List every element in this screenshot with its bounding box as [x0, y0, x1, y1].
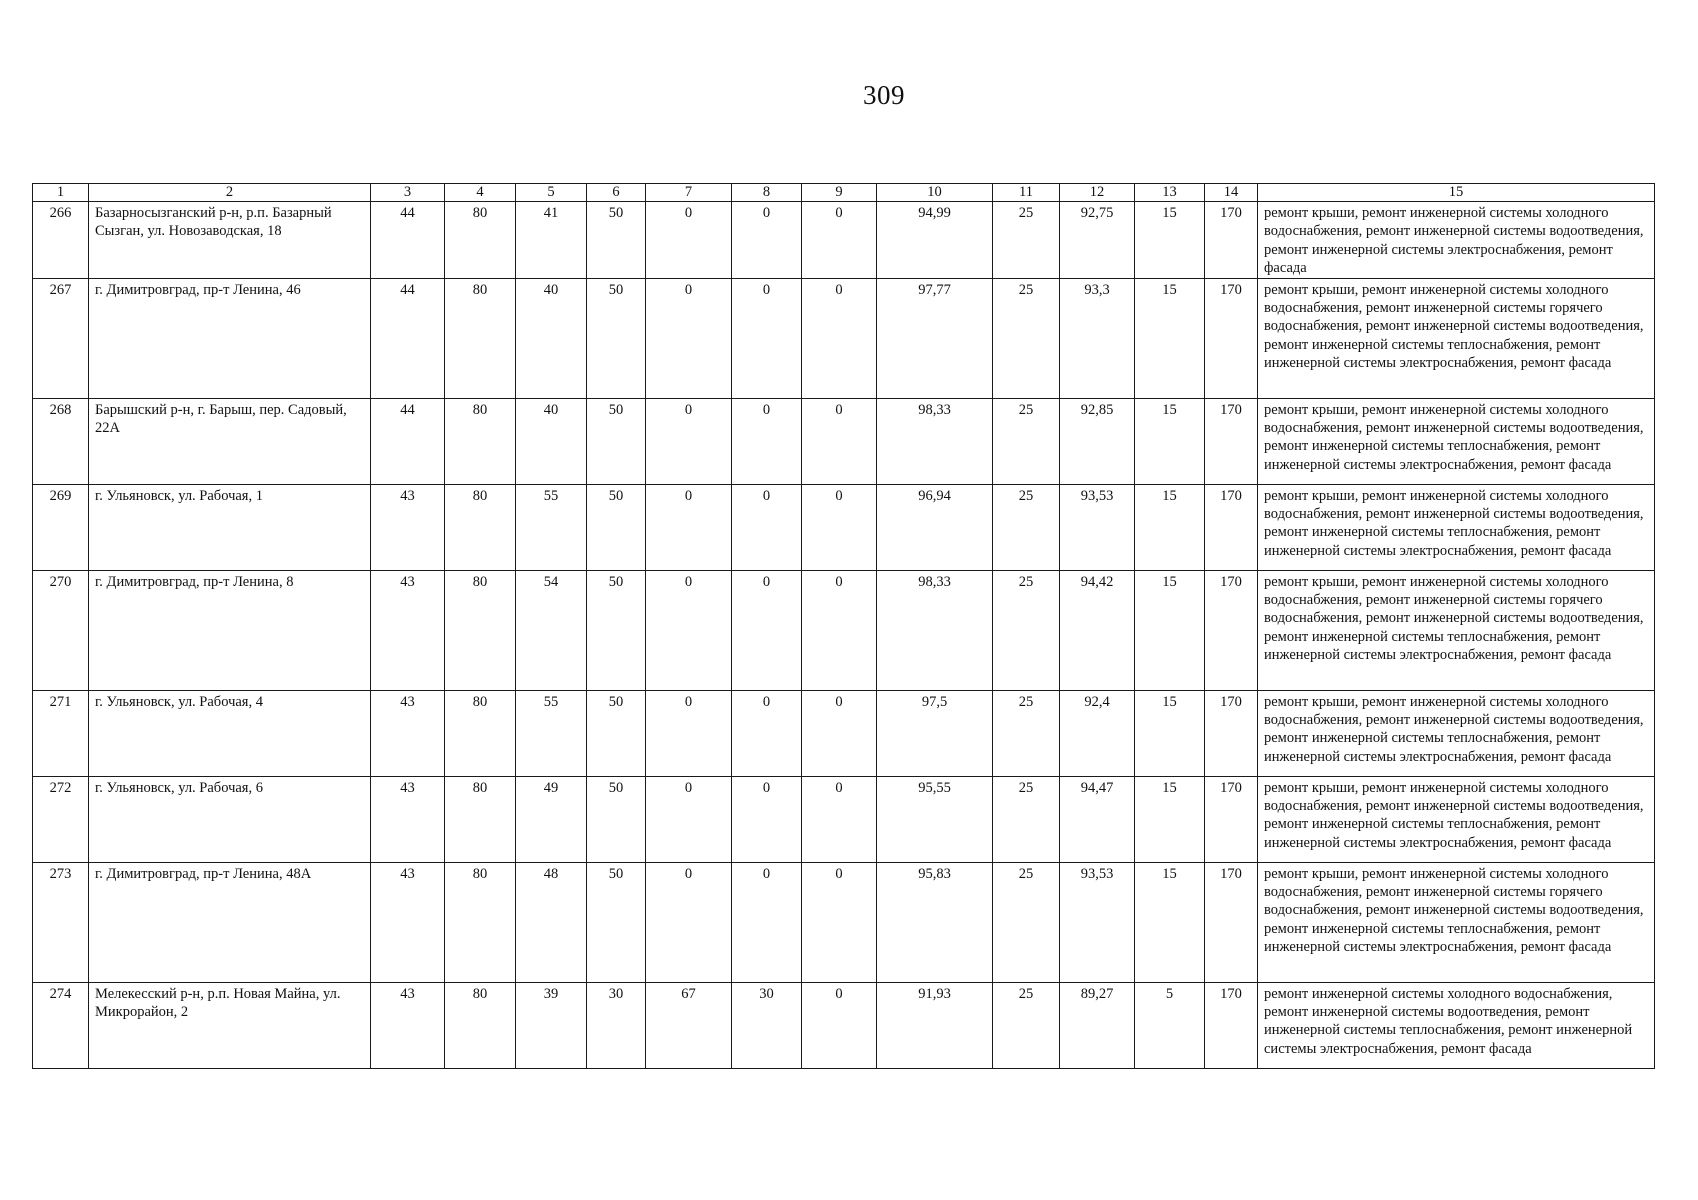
cell-col5: 55: [516, 690, 587, 776]
cell-col4: 80: [445, 202, 516, 279]
cell-col12: 93,53: [1060, 484, 1135, 570]
column-header-5: 5: [516, 184, 587, 202]
cell-col9: 0: [802, 202, 877, 279]
column-header-13: 13: [1135, 184, 1205, 202]
cell-col11: 25: [993, 398, 1060, 484]
cell-col7: 0: [646, 278, 732, 398]
cell-work-types: ремонт крыши, ремонт инженерной системы холодного водоснабжения, ремонт инженерной системы водоотведения, ремонт инженерной системы теплоснабжения, ремонт инженерной системы электроснабжения, ремонт фасада: [1258, 398, 1655, 484]
cell-col9: 0: [802, 398, 877, 484]
cell-col11: 25: [993, 862, 1060, 982]
cell-col4: 80: [445, 982, 516, 1068]
cell-col13: 15: [1135, 862, 1205, 982]
cell-col11: 25: [993, 278, 1060, 398]
cell-col3: 43: [371, 570, 445, 690]
table-row: [33, 398, 1655, 484]
cell-col12: 92,75: [1060, 202, 1135, 279]
cell-col14: 170: [1205, 690, 1258, 776]
cell-col7: 0: [646, 776, 732, 862]
cell-col6: 50: [587, 690, 646, 776]
cell-address: Мелекесский р-н, р.п. Новая Майна, ул. Микрорайон, 2: [89, 982, 371, 1068]
cell-work-types: ремонт крыши, ремонт инженерной системы холодного водоснабжения, ремонт инженерной системы водоотведения, ремонт инженерной системы теплоснабжения, ремонт инженерной системы электроснабжения, ремонт фасада: [1258, 690, 1655, 776]
cell-col10: 95,55: [877, 776, 993, 862]
cell-row-number: 267: [33, 278, 89, 398]
cell-col10: 98,33: [877, 570, 993, 690]
cell-col7: 0: [646, 862, 732, 982]
cell-col13: 15: [1135, 776, 1205, 862]
column-header-2: 2: [89, 184, 371, 202]
cell-col14: 170: [1205, 278, 1258, 398]
cell-col14: 170: [1205, 398, 1258, 484]
column-header-1: 1: [33, 184, 89, 202]
cell-work-types: ремонт инженерной системы холодного водоснабжения, ремонт инженерной системы водоотведения, ремонт инженерной системы теплоснабжения, ремонт инженерной системы электроснабжения, ремонт фасада: [1258, 982, 1655, 1068]
column-header-14: 14: [1205, 184, 1258, 202]
cell-col12: 93,53: [1060, 862, 1135, 982]
cell-col12: 89,27: [1060, 982, 1135, 1068]
cell-row-number: 266: [33, 202, 89, 279]
cell-col9: 0: [802, 690, 877, 776]
cell-col5: 40: [516, 278, 587, 398]
cell-col8: 0: [732, 398, 802, 484]
column-number-row: [33, 184, 1655, 202]
cell-col3: 44: [371, 202, 445, 279]
cell-col13: 15: [1135, 202, 1205, 279]
cell-col10: 97,77: [877, 278, 993, 398]
cell-col8: 0: [732, 278, 802, 398]
cell-col8: 0: [732, 484, 802, 570]
cell-col4: 80: [445, 398, 516, 484]
cell-address: г. Димитровград, пр-т Ленина, 46: [89, 278, 371, 398]
cell-row-number: 274: [33, 982, 89, 1068]
cell-col9: 0: [802, 776, 877, 862]
cell-col10: 96,94: [877, 484, 993, 570]
cell-col8: 0: [732, 570, 802, 690]
cell-col11: 25: [993, 484, 1060, 570]
column-header-6: 6: [587, 184, 646, 202]
cell-col5: 39: [516, 982, 587, 1068]
cell-col12: 94,47: [1060, 776, 1135, 862]
table-row: [33, 202, 1655, 279]
cell-col11: 25: [993, 690, 1060, 776]
cell-col13: 15: [1135, 484, 1205, 570]
cell-col6: 50: [587, 776, 646, 862]
column-header-3: 3: [371, 184, 445, 202]
table-row: [33, 690, 1655, 776]
cell-col3: 43: [371, 484, 445, 570]
column-header-4: 4: [445, 184, 516, 202]
cell-col7: 0: [646, 690, 732, 776]
cell-work-types: ремонт крыши, ремонт инженерной системы холодного водоснабжения, ремонт инженерной системы водоотведения, ремонт инженерной системы электроснабжения, ремонт фасада: [1258, 202, 1655, 279]
cell-col5: 40: [516, 398, 587, 484]
cell-col13: 15: [1135, 690, 1205, 776]
cell-col7: 0: [646, 484, 732, 570]
cell-address: г. Ульяновск, ул. Рабочая, 6: [89, 776, 371, 862]
cell-col12: 92,85: [1060, 398, 1135, 484]
cell-work-types: ремонт крыши, ремонт инженерной системы холодного водоснабжения, ремонт инженерной системы горячего водоснабжения, ремонт инженерной системы водоотведения, ремонт инженерной системы теплоснабжения, ремонт инженерной системы электроснабжения, ремонт фасада: [1258, 570, 1655, 690]
cell-col8: 0: [732, 862, 802, 982]
cell-col9: 0: [802, 862, 877, 982]
cell-col8: 0: [732, 690, 802, 776]
cell-row-number: 270: [33, 570, 89, 690]
cell-col9: 0: [802, 570, 877, 690]
cell-col6: 50: [587, 278, 646, 398]
page-number: 309: [863, 80, 905, 110]
cell-col9: 0: [802, 982, 877, 1068]
cell-address: г. Димитровград, пр-т Ленина, 48А: [89, 862, 371, 982]
cell-col7: 0: [646, 570, 732, 690]
cell-col3: 43: [371, 776, 445, 862]
cell-row-number: 271: [33, 690, 89, 776]
cell-row-number: 268: [33, 398, 89, 484]
table-row: [33, 570, 1655, 690]
cell-col14: 170: [1205, 776, 1258, 862]
cell-col5: 48: [516, 862, 587, 982]
column-header-11: 11: [993, 184, 1060, 202]
cell-col6: 50: [587, 398, 646, 484]
cell-col14: 170: [1205, 570, 1258, 690]
cell-col3: 43: [371, 982, 445, 1068]
cell-col11: 25: [993, 982, 1060, 1068]
cell-col4: 80: [445, 776, 516, 862]
cell-col11: 25: [993, 570, 1060, 690]
column-header-8: 8: [732, 184, 802, 202]
column-header-12: 12: [1060, 184, 1135, 202]
column-header-9: 9: [802, 184, 877, 202]
cell-col11: 25: [993, 202, 1060, 279]
cell-col10: 95,83: [877, 862, 993, 982]
cell-col4: 80: [445, 690, 516, 776]
cell-col14: 170: [1205, 484, 1258, 570]
cell-col10: 98,33: [877, 398, 993, 484]
cell-col13: 15: [1135, 398, 1205, 484]
cell-col6: 50: [587, 862, 646, 982]
cell-col14: 170: [1205, 862, 1258, 982]
cell-col4: 80: [445, 570, 516, 690]
cell-col7: 0: [646, 398, 732, 484]
table-row: [33, 862, 1655, 982]
cell-address: г. Димитровград, пр-т Ленина, 8: [89, 570, 371, 690]
cell-row-number: 272: [33, 776, 89, 862]
table-row: [33, 776, 1655, 862]
column-header-15: 15: [1258, 184, 1655, 202]
cell-row-number: 273: [33, 862, 89, 982]
cell-work-types: ремонт крыши, ремонт инженерной системы холодного водоснабжения, ремонт инженерной системы горячего водоснабжения, ремонт инженерной системы водоотведения, ремонт инженерной системы теплоснабжения, ремонт инженерной системы электроснабжения, ремонт фасада: [1258, 862, 1655, 982]
cell-col14: 170: [1205, 202, 1258, 279]
cell-col13: 15: [1135, 278, 1205, 398]
cell-col10: 94,99: [877, 202, 993, 279]
cell-col5: 49: [516, 776, 587, 862]
column-header-10: 10: [877, 184, 993, 202]
cell-col12: 92,4: [1060, 690, 1135, 776]
cell-col6: 30: [587, 982, 646, 1068]
cell-col4: 80: [445, 278, 516, 398]
column-header-7: 7: [646, 184, 732, 202]
table-row: [33, 278, 1655, 398]
cell-address: г. Ульяновск, ул. Рабочая, 4: [89, 690, 371, 776]
cell-row-number: 269: [33, 484, 89, 570]
cell-address: Базарносызганский р-н, р.п. Базарный Сызган, ул. Новозаводская, 18: [89, 202, 371, 279]
cell-col4: 80: [445, 484, 516, 570]
cell-col7: 0: [646, 202, 732, 279]
cell-col12: 94,42: [1060, 570, 1135, 690]
cell-col12: 93,3: [1060, 278, 1135, 398]
cell-col10: 91,93: [877, 982, 993, 1068]
cell-col8: 0: [732, 202, 802, 279]
table-row: [33, 982, 1655, 1068]
cell-col6: 50: [587, 202, 646, 279]
cell-col5: 55: [516, 484, 587, 570]
cell-col9: 0: [802, 278, 877, 398]
cell-col5: 41: [516, 202, 587, 279]
cell-address: г. Ульяновск, ул. Рабочая, 1: [89, 484, 371, 570]
cell-work-types: ремонт крыши, ремонт инженерной системы холодного водоснабжения, ремонт инженерной системы горячего водоснабжения, ремонт инженерной системы водоотведения, ремонт инженерной системы теплоснабжения, ремонт инженерной системы электроснабжения, ремонт фасада: [1258, 278, 1655, 398]
cell-work-types: ремонт крыши, ремонт инженерной системы холодного водоснабжения, ремонт инженерной системы водоотведения, ремонт инженерной системы теплоснабжения, ремонт инженерной системы электроснабжения, ремонт фасада: [1258, 776, 1655, 862]
cell-col9: 0: [802, 484, 877, 570]
cell-col3: 44: [371, 278, 445, 398]
cell-col8: 30: [732, 982, 802, 1068]
cell-col10: 97,5: [877, 690, 993, 776]
cell-col3: 43: [371, 690, 445, 776]
cell-col4: 80: [445, 862, 516, 982]
cell-col6: 50: [587, 484, 646, 570]
table-body: [33, 202, 1655, 1069]
cell-col14: 170: [1205, 982, 1258, 1068]
cell-col6: 50: [587, 570, 646, 690]
cell-address: Барышский р-н, г. Барыш, пер. Садовый, 22А: [89, 398, 371, 484]
cell-col5: 54: [516, 570, 587, 690]
cell-col13: 15: [1135, 570, 1205, 690]
table-row: [33, 484, 1655, 570]
cell-col7: 67: [646, 982, 732, 1068]
repair-program-table: [32, 183, 1655, 1069]
cell-col3: 44: [371, 398, 445, 484]
cell-col13: 5: [1135, 982, 1205, 1068]
cell-work-types: ремонт крыши, ремонт инженерной системы холодного водоснабжения, ремонт инженерной системы водоотведения, ремонт инженерной системы теплоснабжения, ремонт инженерной системы электроснабжения, ремонт фасада: [1258, 484, 1655, 570]
cell-col11: 25: [993, 776, 1060, 862]
cell-col8: 0: [732, 776, 802, 862]
cell-col3: 43: [371, 862, 445, 982]
